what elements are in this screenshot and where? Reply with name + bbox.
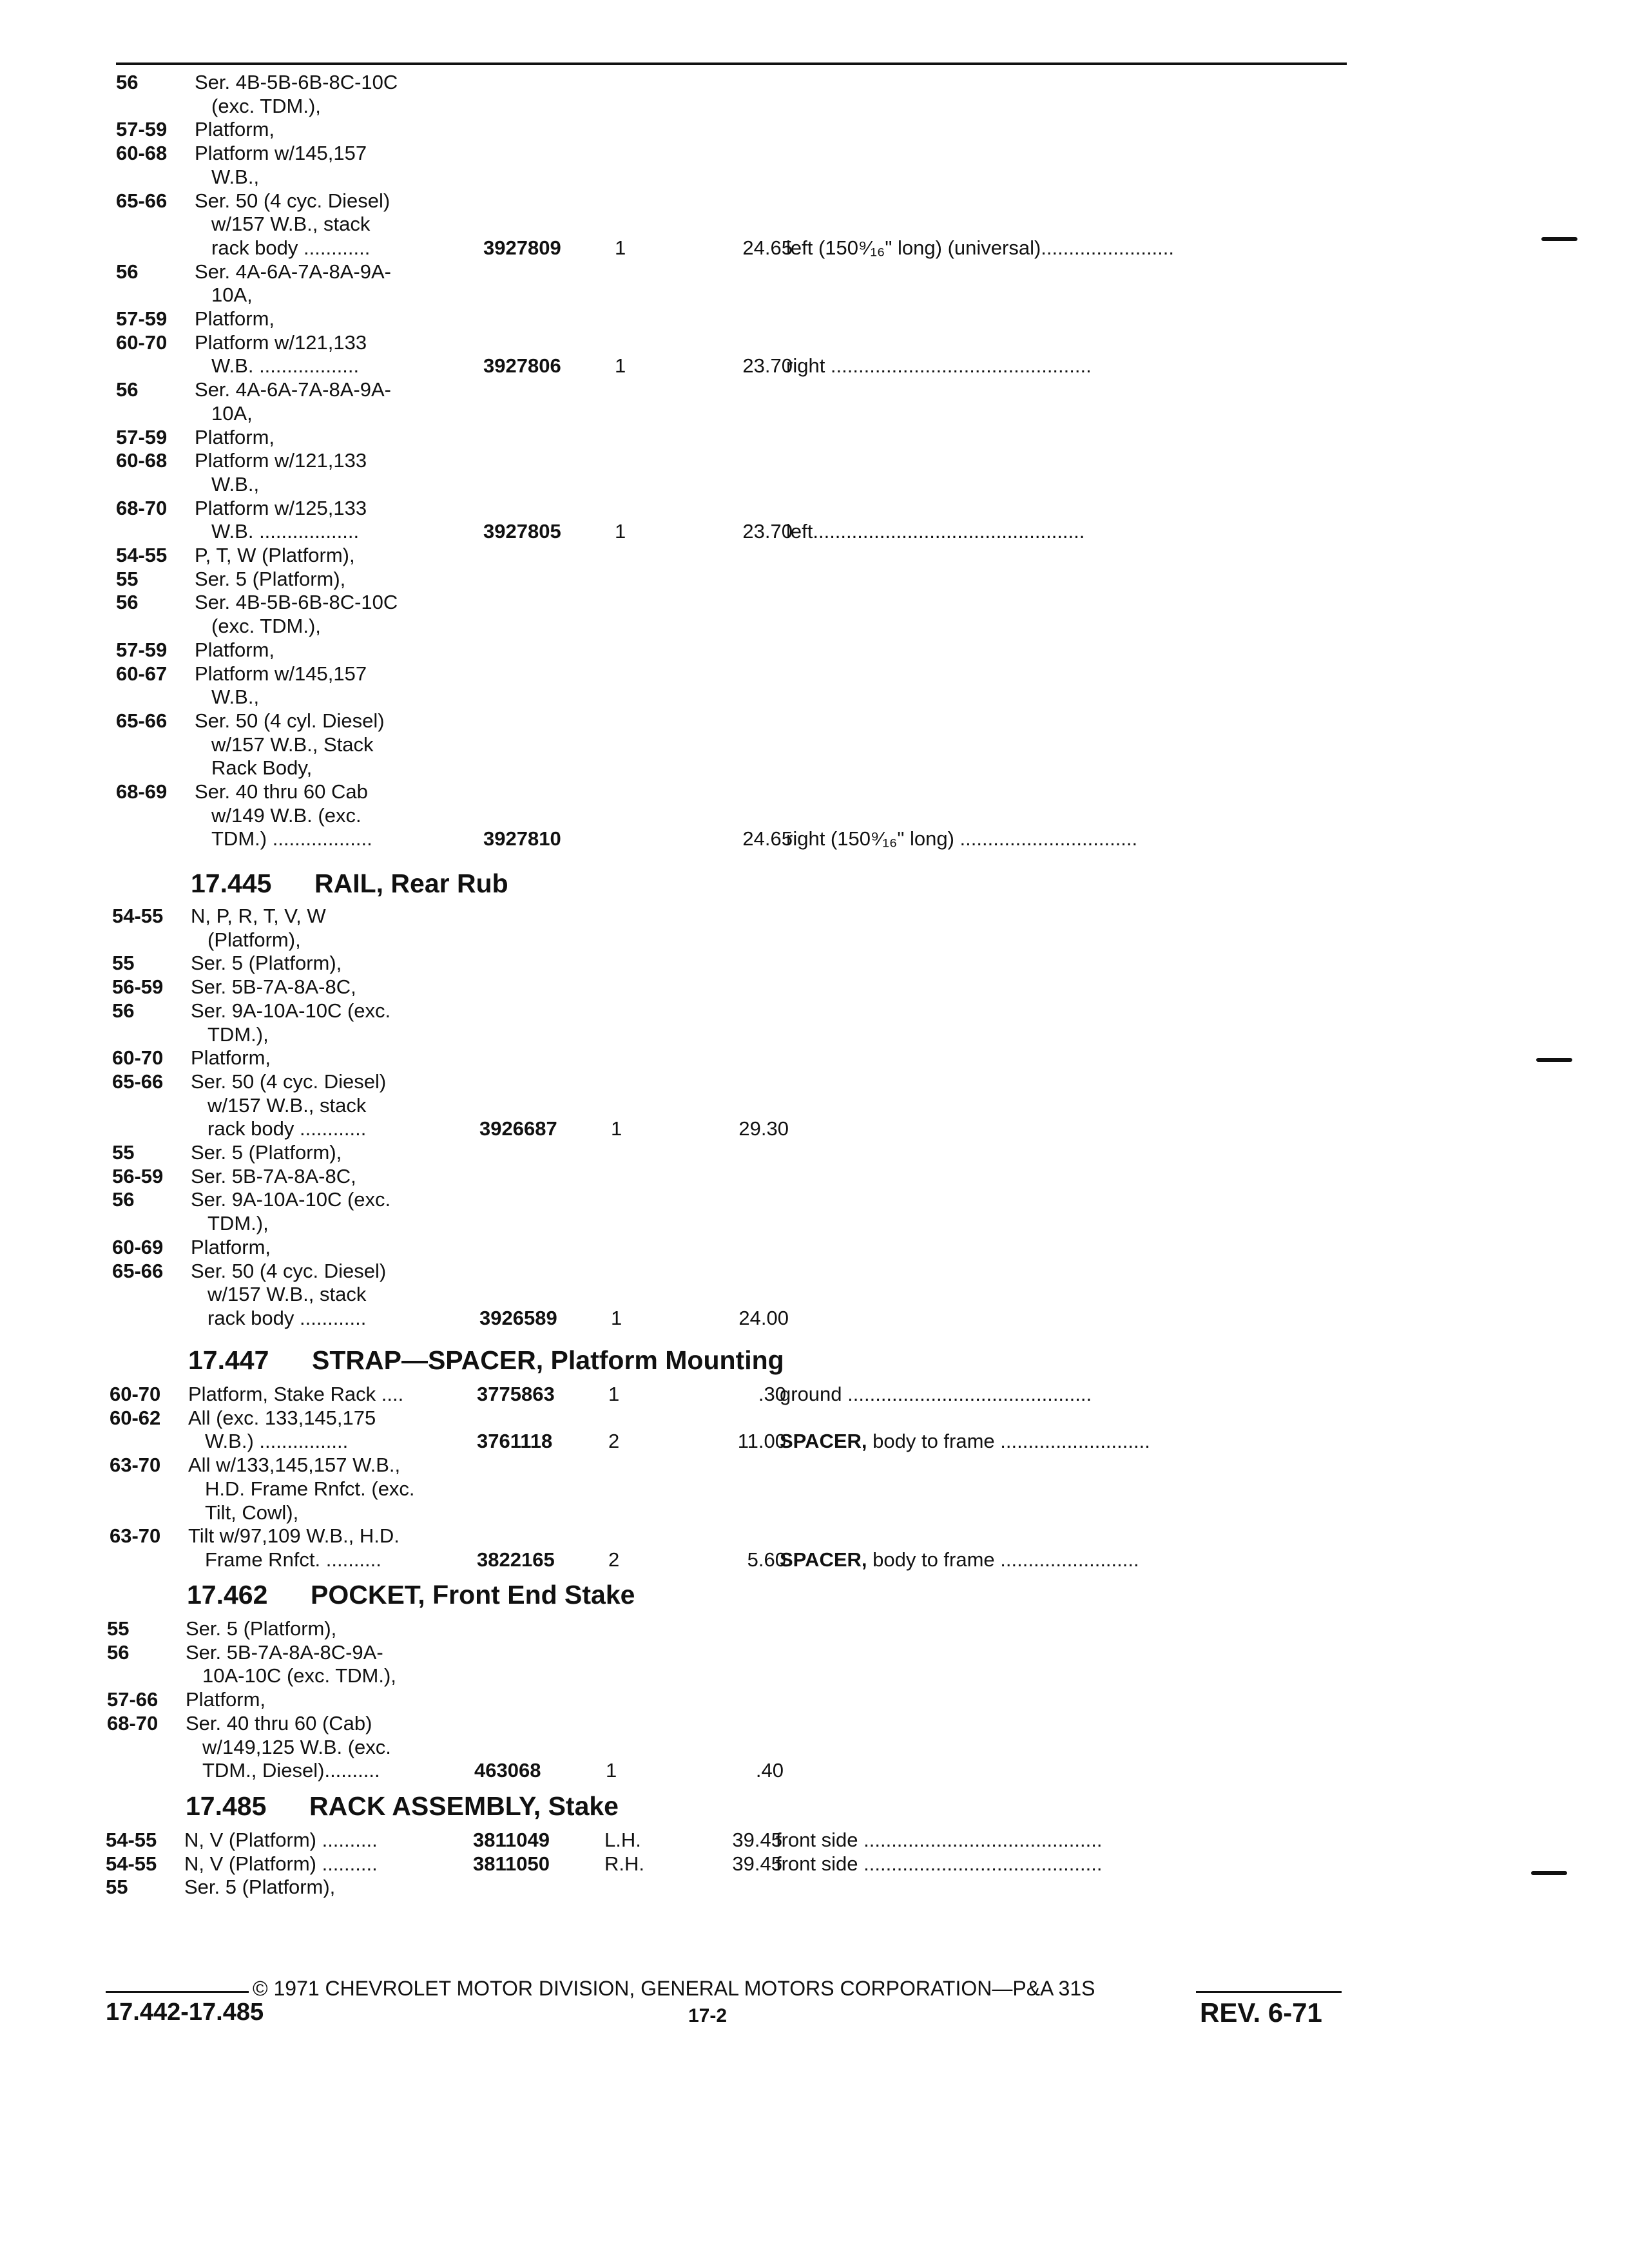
line-description: TDM.) .................. bbox=[211, 827, 372, 850]
remarks bbox=[780, 1548, 1139, 1571]
line-description: Ser. 5 (Platform), bbox=[191, 1141, 342, 1164]
line-description: Ser. 50 (4 cyc. Diesel) bbox=[191, 1070, 387, 1093]
remarks bbox=[786, 236, 1174, 260]
footer-revision: REV. 6-71 bbox=[1200, 1997, 1322, 2028]
line-years: 65-66 bbox=[112, 1070, 164, 1093]
line-description: w/157 W.B., stack bbox=[211, 213, 371, 236]
remarks-bold: SPACER, bbox=[780, 1430, 867, 1453]
remarks-text: front side ........................................... bbox=[776, 1829, 1103, 1851]
section-number: 17.462 bbox=[187, 1580, 268, 1610]
line-years: 56 bbox=[116, 378, 139, 401]
price: 23.70 bbox=[742, 354, 793, 378]
line-description: P, T, W (Platform), bbox=[195, 544, 355, 566]
part-number: 3927806 bbox=[483, 354, 561, 378]
remarks bbox=[776, 1852, 1102, 1876]
line-years: 56 bbox=[112, 999, 135, 1022]
price: 39.45 bbox=[732, 1829, 782, 1851]
quantity: 1 bbox=[615, 236, 626, 259]
part-number: 3926687 bbox=[479, 1117, 557, 1140]
line-years: 60-69 bbox=[112, 1235, 164, 1258]
line-description: Tilt w/97,109 W.B., H.D. bbox=[188, 1524, 400, 1548]
line-description: W.B., bbox=[211, 165, 260, 188]
line-description: w/157 W.B., stack bbox=[207, 1093, 367, 1117]
section-heading bbox=[187, 1580, 635, 1610]
line-description: (exc. TDM.), bbox=[211, 615, 321, 638]
quantity: 2 bbox=[608, 1430, 620, 1453]
price: .30 bbox=[758, 1383, 786, 1405]
line-description: W.B. .................. bbox=[211, 354, 360, 378]
remarks bbox=[786, 827, 1137, 850]
line-years: 68-69 bbox=[116, 780, 168, 803]
line-years: 68-70 bbox=[116, 496, 168, 519]
line-description: rack body ............ bbox=[207, 1117, 367, 1140]
remarks-text: ground ............................................ bbox=[780, 1383, 1092, 1405]
line-years: 60-68 bbox=[116, 449, 168, 472]
part-number: 3822165 bbox=[477, 1548, 555, 1571]
line-years: 60-70 bbox=[112, 1046, 164, 1070]
line-description: N, V (Platform) .......... bbox=[184, 1829, 378, 1851]
line-description: TDM., Diesel).......... bbox=[202, 1759, 380, 1782]
remarks bbox=[786, 354, 1092, 378]
line-description: All (exc. 133,145,175 bbox=[188, 1406, 376, 1429]
section-title: POCKET, Front End Stake bbox=[311, 1580, 635, 1610]
price: 23.70 bbox=[742, 520, 793, 543]
line-description: Platform, bbox=[191, 1046, 271, 1070]
line-description: Platform w/145,157 bbox=[195, 662, 367, 685]
price: 24.65 bbox=[742, 236, 793, 259]
line-years: 56 bbox=[107, 1640, 130, 1664]
price: 5.60 bbox=[747, 1548, 786, 1571]
line-years: 55 bbox=[116, 567, 139, 590]
footer-rule-left bbox=[106, 1991, 249, 1993]
line-description: Platform w/121,133 bbox=[195, 449, 367, 472]
line-description: W.B., bbox=[211, 686, 260, 709]
remarks-bold: SPACER, bbox=[780, 1548, 867, 1571]
line-description: N, V (Platform) .......... bbox=[184, 1852, 378, 1875]
line-years: 60-70 bbox=[110, 1383, 161, 1405]
remarks-text: body to frame ........................... bbox=[867, 1430, 1150, 1453]
line-description: N, P, R, T, V, W bbox=[191, 905, 326, 927]
line-years: 55 bbox=[107, 1617, 130, 1640]
part-number: 3927805 bbox=[483, 520, 561, 543]
line-description: Ser. 4B-5B-6B-8C-10C bbox=[195, 591, 398, 614]
line-years: 60-68 bbox=[116, 142, 168, 165]
binder-mark bbox=[1531, 1871, 1567, 1875]
line-years: 56 bbox=[116, 260, 139, 283]
remarks-text: left................................................. bbox=[786, 520, 1085, 543]
line-description: W.B., bbox=[211, 472, 260, 495]
quantity: 1 bbox=[615, 520, 626, 543]
line-years: 56-59 bbox=[112, 975, 164, 999]
line-description: Ser. 5 (Platform), bbox=[191, 952, 342, 975]
line-description: All w/133,145,157 W.B., bbox=[188, 1454, 401, 1477]
price: 39.45 bbox=[732, 1852, 782, 1875]
price: 24.65 bbox=[742, 827, 793, 850]
part-number: 3811050 bbox=[473, 1852, 550, 1875]
part-number: 3926589 bbox=[479, 1306, 557, 1329]
line-description: rack body ............ bbox=[211, 236, 371, 259]
line-description: Ser. 50 (4 cyl. Diesel) bbox=[195, 709, 385, 732]
line-description: Rack Body, bbox=[211, 756, 313, 780]
line-years: 54-55 bbox=[116, 544, 168, 566]
binder-mark bbox=[1536, 1058, 1572, 1062]
line-description: Ser. 5B-7A-8A-8C-9A- bbox=[186, 1640, 383, 1664]
line-years: 65-66 bbox=[116, 709, 168, 732]
footer-rule-right bbox=[1196, 1991, 1342, 1993]
line-years: 57-59 bbox=[116, 307, 168, 330]
line-years: 60-62 bbox=[110, 1406, 161, 1429]
remarks bbox=[786, 520, 1084, 543]
line-description: TDM.), bbox=[207, 1023, 269, 1046]
footer-section-range: 17.442-17.485 bbox=[106, 1999, 264, 2026]
line-description: Tilt, Cowl), bbox=[205, 1501, 299, 1524]
section-title: RACK ASSEMBLY, Stake bbox=[309, 1791, 619, 1821]
line-description: 10A, bbox=[211, 401, 253, 425]
line-description: Platform, bbox=[195, 118, 275, 141]
line-years: 60-70 bbox=[116, 331, 168, 354]
remarks bbox=[780, 1383, 1092, 1406]
part-number: 463068 bbox=[474, 1759, 541, 1782]
line-years: 54-55 bbox=[112, 905, 164, 927]
line-description: Platform, Stake Rack .... bbox=[188, 1383, 404, 1405]
section-number: 17.447 bbox=[188, 1345, 269, 1375]
line-years: 55 bbox=[112, 1141, 135, 1164]
line-description: Ser. 5 (Platform), bbox=[184, 1876, 336, 1899]
line-description: W.B.) ................ bbox=[205, 1430, 349, 1453]
line-years: 63-70 bbox=[110, 1524, 161, 1548]
line-description: w/149,125 W.B. (exc. bbox=[202, 1735, 391, 1758]
quantity: 1 bbox=[608, 1383, 620, 1405]
line-description: w/149 W.B. (exc. bbox=[211, 803, 361, 827]
remarks-text: body to frame ......................... bbox=[867, 1548, 1139, 1571]
line-description: Platform w/121,133 bbox=[195, 331, 367, 354]
line-description: Ser. 50 (4 cyc. Diesel) bbox=[191, 1259, 387, 1282]
section-number: 17.445 bbox=[191, 869, 272, 898]
quantity: L.H. bbox=[604, 1829, 641, 1851]
remarks-text: front side ........................................... bbox=[776, 1852, 1103, 1875]
line-description: Ser. 4A-6A-7A-8A-9A- bbox=[195, 378, 391, 401]
line-description: 10A-10C (exc. TDM.), bbox=[202, 1664, 396, 1687]
part-number: 3761118 bbox=[477, 1430, 553, 1453]
part-number: 3927809 bbox=[483, 236, 561, 259]
line-description: Ser. 9A-10A-10C (exc. bbox=[191, 999, 391, 1022]
section-number: 17.485 bbox=[186, 1791, 267, 1821]
line-years: 56 bbox=[116, 71, 139, 93]
line-years: 68-70 bbox=[107, 1711, 159, 1735]
line-description: Platform w/125,133 bbox=[195, 496, 367, 519]
line-years: 65-66 bbox=[116, 189, 168, 212]
line-years: 55 bbox=[112, 952, 135, 975]
price: 29.30 bbox=[738, 1117, 789, 1140]
binder-mark bbox=[1541, 237, 1577, 241]
line-years: 54-55 bbox=[106, 1829, 157, 1851]
line-description: Ser. 5 (Platform), bbox=[195, 567, 346, 590]
remarks-text: left (150⁹⁄₁₆" long) (universal)........................ bbox=[786, 236, 1175, 259]
price: 24.00 bbox=[738, 1306, 789, 1329]
part-number: 3811049 bbox=[473, 1829, 550, 1851]
line-description: Ser. 5B-7A-8A-8C, bbox=[191, 1164, 356, 1187]
line-description: rack body ............ bbox=[207, 1306, 367, 1329]
price: 11.00 bbox=[737, 1430, 786, 1453]
section-heading bbox=[191, 869, 508, 899]
quantity: 1 bbox=[606, 1759, 617, 1782]
line-description: Ser. 4B-5B-6B-8C-10C bbox=[195, 71, 398, 93]
quantity: 2 bbox=[608, 1548, 620, 1571]
top-rule bbox=[116, 62, 1347, 65]
line-years: 57-66 bbox=[107, 1688, 159, 1711]
line-years: 65-66 bbox=[112, 1259, 164, 1282]
remarks bbox=[776, 1829, 1102, 1852]
line-description: (exc. TDM.), bbox=[211, 94, 321, 117]
line-description: Ser. 40 thru 60 (Cab) bbox=[186, 1711, 372, 1735]
line-years: 57-59 bbox=[116, 638, 168, 661]
line-description: Ser. 40 thru 60 Cab bbox=[195, 780, 368, 803]
line-years: 63-70 bbox=[110, 1454, 161, 1477]
remarks-text: right (150⁹⁄₁₆" long) ................................ bbox=[786, 827, 1138, 850]
line-description: Ser. 5 (Platform), bbox=[186, 1617, 337, 1640]
line-description: 10A, bbox=[211, 284, 253, 307]
quantity: 1 bbox=[611, 1306, 622, 1329]
line-years: 56-59 bbox=[112, 1164, 164, 1187]
line-description: W.B. .................. bbox=[211, 520, 360, 543]
remarks-text: right ............................................... bbox=[786, 354, 1092, 378]
line-years: 56 bbox=[116, 591, 139, 614]
section-heading bbox=[186, 1791, 619, 1821]
quantity: 1 bbox=[615, 354, 626, 378]
line-description: w/157 W.B., Stack bbox=[211, 733, 374, 756]
part-number: 3775863 bbox=[477, 1383, 555, 1405]
price: .40 bbox=[755, 1759, 784, 1782]
line-description: w/157 W.B., stack bbox=[207, 1283, 367, 1306]
line-years: 55 bbox=[106, 1876, 128, 1899]
line-description: Platform, bbox=[195, 307, 275, 330]
section-title: STRAP—SPACER, Platform Mounting bbox=[312, 1345, 784, 1375]
line-description: Platform w/145,157 bbox=[195, 142, 367, 165]
line-description: H.D. Frame Rnfct. (exc. bbox=[205, 1477, 415, 1500]
line-description: TDM.), bbox=[207, 1212, 269, 1235]
line-description: Platform, bbox=[191, 1235, 271, 1258]
section-heading bbox=[188, 1345, 784, 1376]
line-description: Ser. 4A-6A-7A-8A-9A- bbox=[195, 260, 391, 283]
line-years: 57-59 bbox=[116, 118, 168, 141]
line-description: Ser. 50 (4 cyc. Diesel) bbox=[195, 189, 390, 212]
line-description: Ser. 5B-7A-8A-8C, bbox=[191, 975, 356, 999]
line-description: (Platform), bbox=[207, 928, 301, 951]
part-number: 3927810 bbox=[483, 827, 561, 850]
line-description: Platform, bbox=[186, 1688, 266, 1711]
line-description: Platform, bbox=[195, 638, 275, 661]
line-description: Ser. 9A-10A-10C (exc. bbox=[191, 1188, 391, 1211]
line-years: 57-59 bbox=[116, 425, 168, 448]
remarks bbox=[780, 1430, 1150, 1453]
line-description: Frame Rnfct. .......... bbox=[205, 1548, 381, 1571]
line-description: Platform, bbox=[195, 425, 275, 448]
quantity: R.H. bbox=[604, 1852, 644, 1875]
footer-copyright: © 1971 CHEVROLET MOTOR DIVISION, GENERAL MOTORS CORPORATION—P&A 31S bbox=[253, 1977, 1095, 2000]
line-years: 54-55 bbox=[106, 1852, 157, 1875]
line-years: 60-67 bbox=[116, 662, 168, 685]
quantity: 1 bbox=[611, 1117, 622, 1140]
footer-page-number: 17-2 bbox=[688, 2005, 728, 2026]
line-years: 56 bbox=[112, 1188, 135, 1211]
section-title: RAIL, Rear Rub bbox=[314, 869, 508, 898]
